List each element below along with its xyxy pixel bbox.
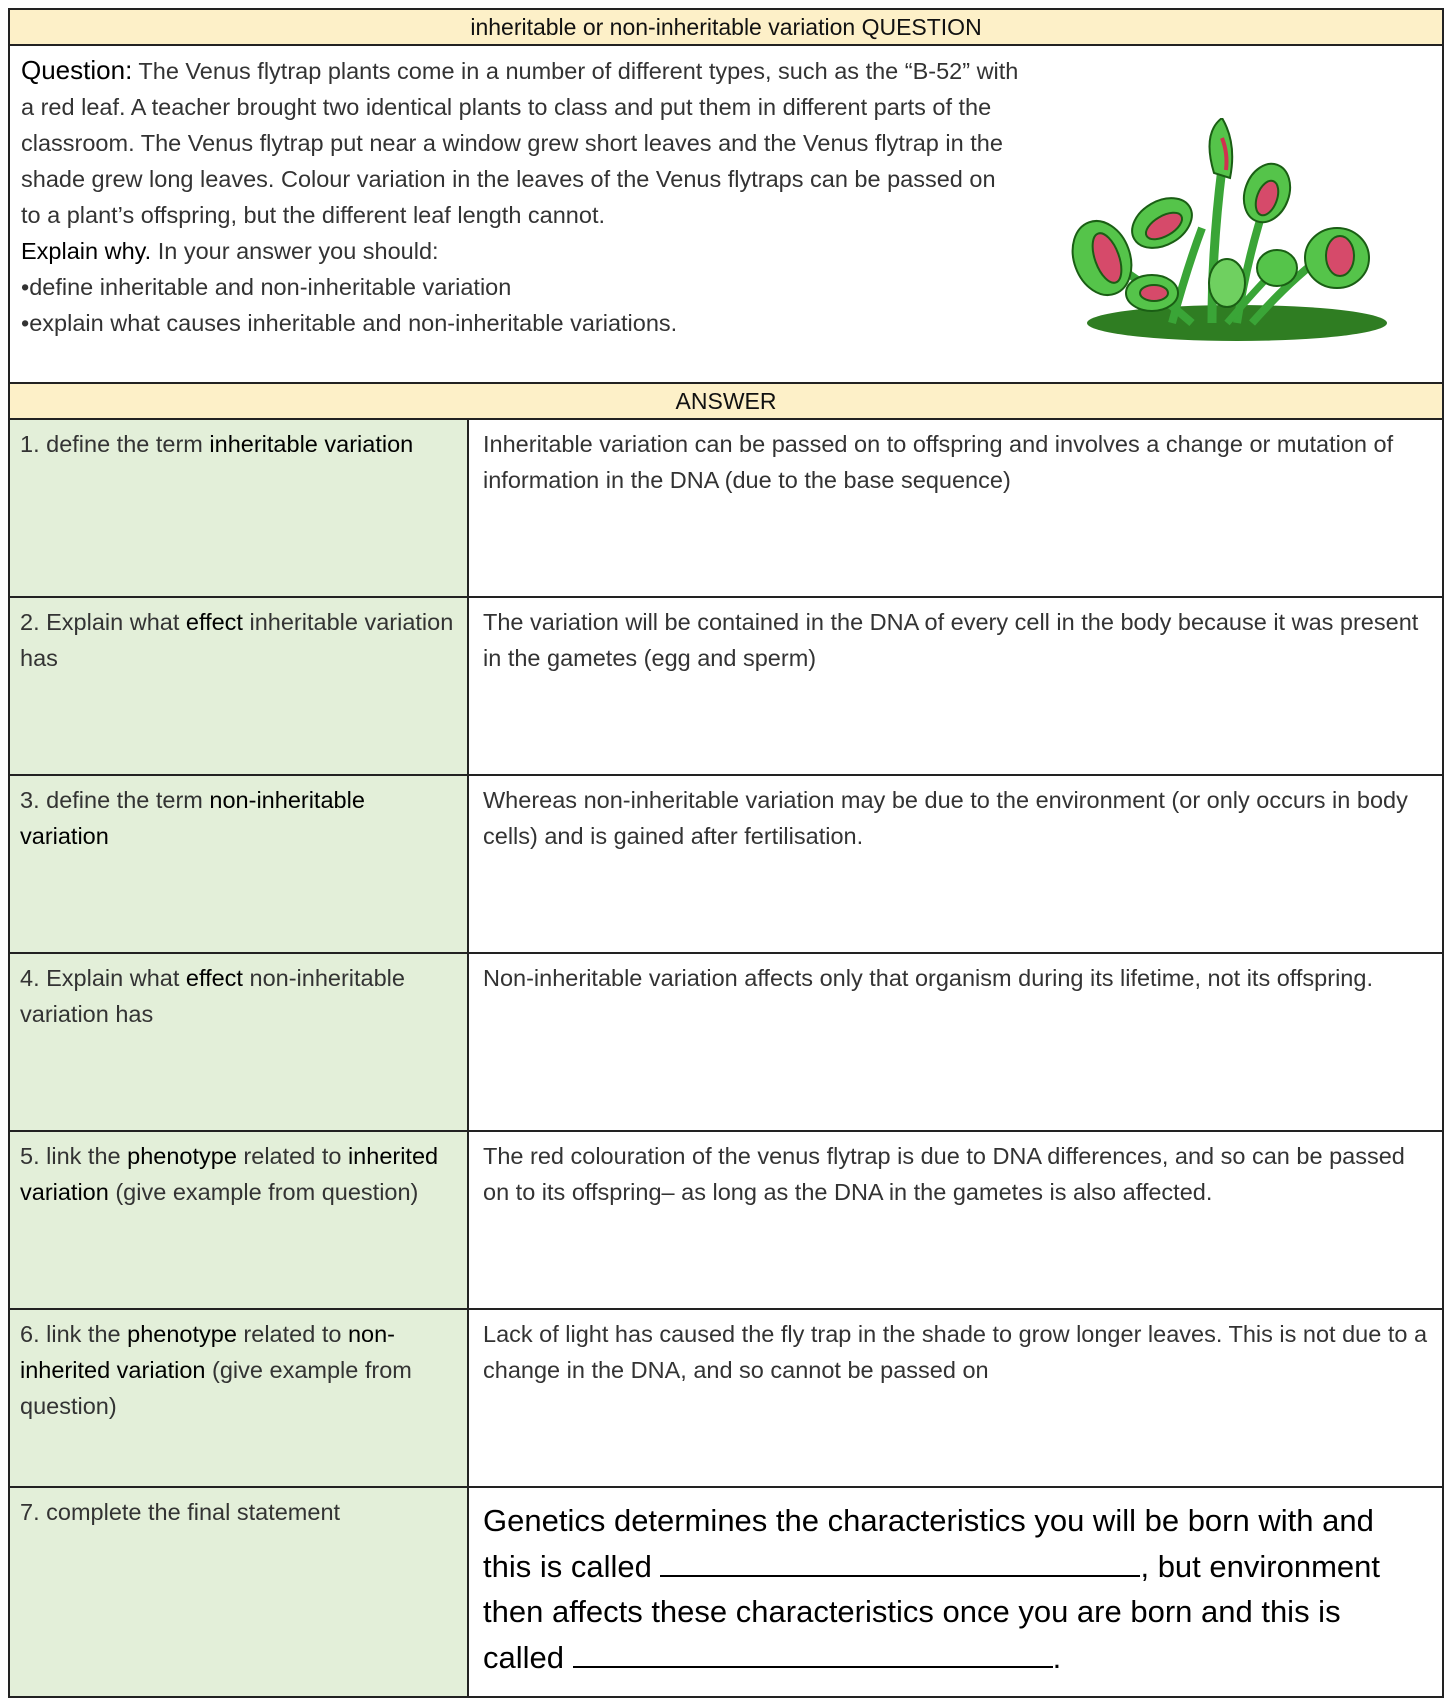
prompt-keyword: effect <box>185 609 243 635</box>
bullet-item: •explain what causes inheritable and non-inheritable variations. <box>21 310 678 336</box>
prompt-text: 4. Explain what <box>20 965 186 991</box>
table-row <box>9 419 1443 597</box>
prompt-text: 1. define the term <box>20 431 210 457</box>
final-prompt: 7. complete the final statement <box>9 1487 468 1697</box>
bullet-item: •define inheritable and non-inheritable variation <box>21 274 512 300</box>
table-row <box>9 1131 1443 1309</box>
prompt-text: related to <box>236 1321 348 1347</box>
row-prompt <box>9 775 468 953</box>
row-answer[interactable]: The red colouration of the venus flytrap is due to DNA differences, and so can be passed on to its offspring– as long as the DNA in the gametes is also affected. <box>468 1131 1443 1309</box>
question-text <box>21 52 1021 341</box>
row-prompt <box>9 953 468 1131</box>
prompt-keyword: non-inheritable variation <box>20 787 365 849</box>
table-row <box>9 953 1443 1131</box>
prompt-text: 5. link the <box>20 1143 128 1169</box>
answer-header: ANSWER <box>9 383 1443 419</box>
prompt-text: (give example from question) <box>20 1357 412 1419</box>
explain-instructions: In your answer you should: <box>151 238 439 264</box>
explain-label: Explain why. <box>21 238 152 264</box>
worksheet-table <box>8 8 1444 1698</box>
question-body: The Venus flytrap plants come in a number of different types, such as the “B-52” with a red leaf. A teacher brought two identical plants to class and put them in different parts of the classroom. The Venus flytrap put near a window grew short leaves and the Venus flytrap in the shade grew long leaves. Colour variation in the leaves of the Venus flytraps can be passed on to a plant’s offspring, but the different leaf length cannot. <box>21 58 1019 228</box>
prompt-keyword: phenotype <box>127 1143 237 1169</box>
question-cell <box>9 45 1443 383</box>
prompt-text: related to <box>236 1143 348 1169</box>
final-statement <box>468 1487 1443 1697</box>
prompt-text: (give example from question) <box>108 1179 419 1205</box>
row-prompt <box>9 597 468 775</box>
blank-answer-1[interactable] <box>660 1543 1140 1577</box>
table-row <box>9 1309 1443 1487</box>
blank-answer-2[interactable] <box>573 1634 1053 1668</box>
row-answer[interactable]: Whereas non-inheritable variation may be due to the environment (or only occurs in body cells) and is gained after fertilisation. <box>468 775 1443 953</box>
worksheet <box>8 8 1442 1698</box>
row-prompt <box>9 419 468 597</box>
prompt-keyword: effect <box>185 965 243 991</box>
prompt-text: 6. link the <box>20 1321 128 1347</box>
venus-flytrap-illustration <box>1062 118 1402 348</box>
prompt-keyword: non-inherited variation <box>20 1321 395 1383</box>
row-answer[interactable]: Inheritable variation can be passed on to offspring and involves a change or mutation of information in the DNA (due to the base sequence) <box>468 419 1443 597</box>
prompt-keyword: inherited variation <box>20 1143 439 1205</box>
row-prompt <box>9 1131 468 1309</box>
prompt-text: 3. define the term <box>20 787 210 813</box>
row-answer[interactable]: Non-inheritable variation affects only that organism during its lifetime, not its offspring. <box>468 953 1443 1131</box>
prompt-text: inheritable variation has <box>20 609 454 671</box>
table-row-final <box>9 1487 1443 1697</box>
prompt-text: non-inheritable variation has <box>20 965 405 1027</box>
row-answer[interactable]: Lack of light has caused the fly trap in the shade to grow longer leaves. This is not due to a change in the DNA, and so cannot be passed on <box>468 1309 1443 1487</box>
table-row <box>9 775 1443 953</box>
statement-end: . <box>1052 1640 1062 1675</box>
table-row <box>9 597 1443 775</box>
prompt-keyword: phenotype <box>127 1321 237 1347</box>
question-header: inheritable or non-inheritable variation QUESTION <box>9 9 1443 45</box>
row-answer[interactable]: The variation will be contained in the DNA of every cell in the body because it was present in the gametes (egg and sperm) <box>468 597 1443 775</box>
statement-part1: Genetics determines the characteristics you will be born with and this is called <box>483 1503 1374 1584</box>
prompt-text: 2. Explain what <box>20 609 186 635</box>
question-label: Question: <box>21 55 133 85</box>
row-prompt <box>9 1309 468 1487</box>
statement-part2: , but environment then affects these characteristics once you are born and this is called <box>483 1549 1380 1675</box>
prompt-keyword: inheritable variation <box>209 431 414 457</box>
